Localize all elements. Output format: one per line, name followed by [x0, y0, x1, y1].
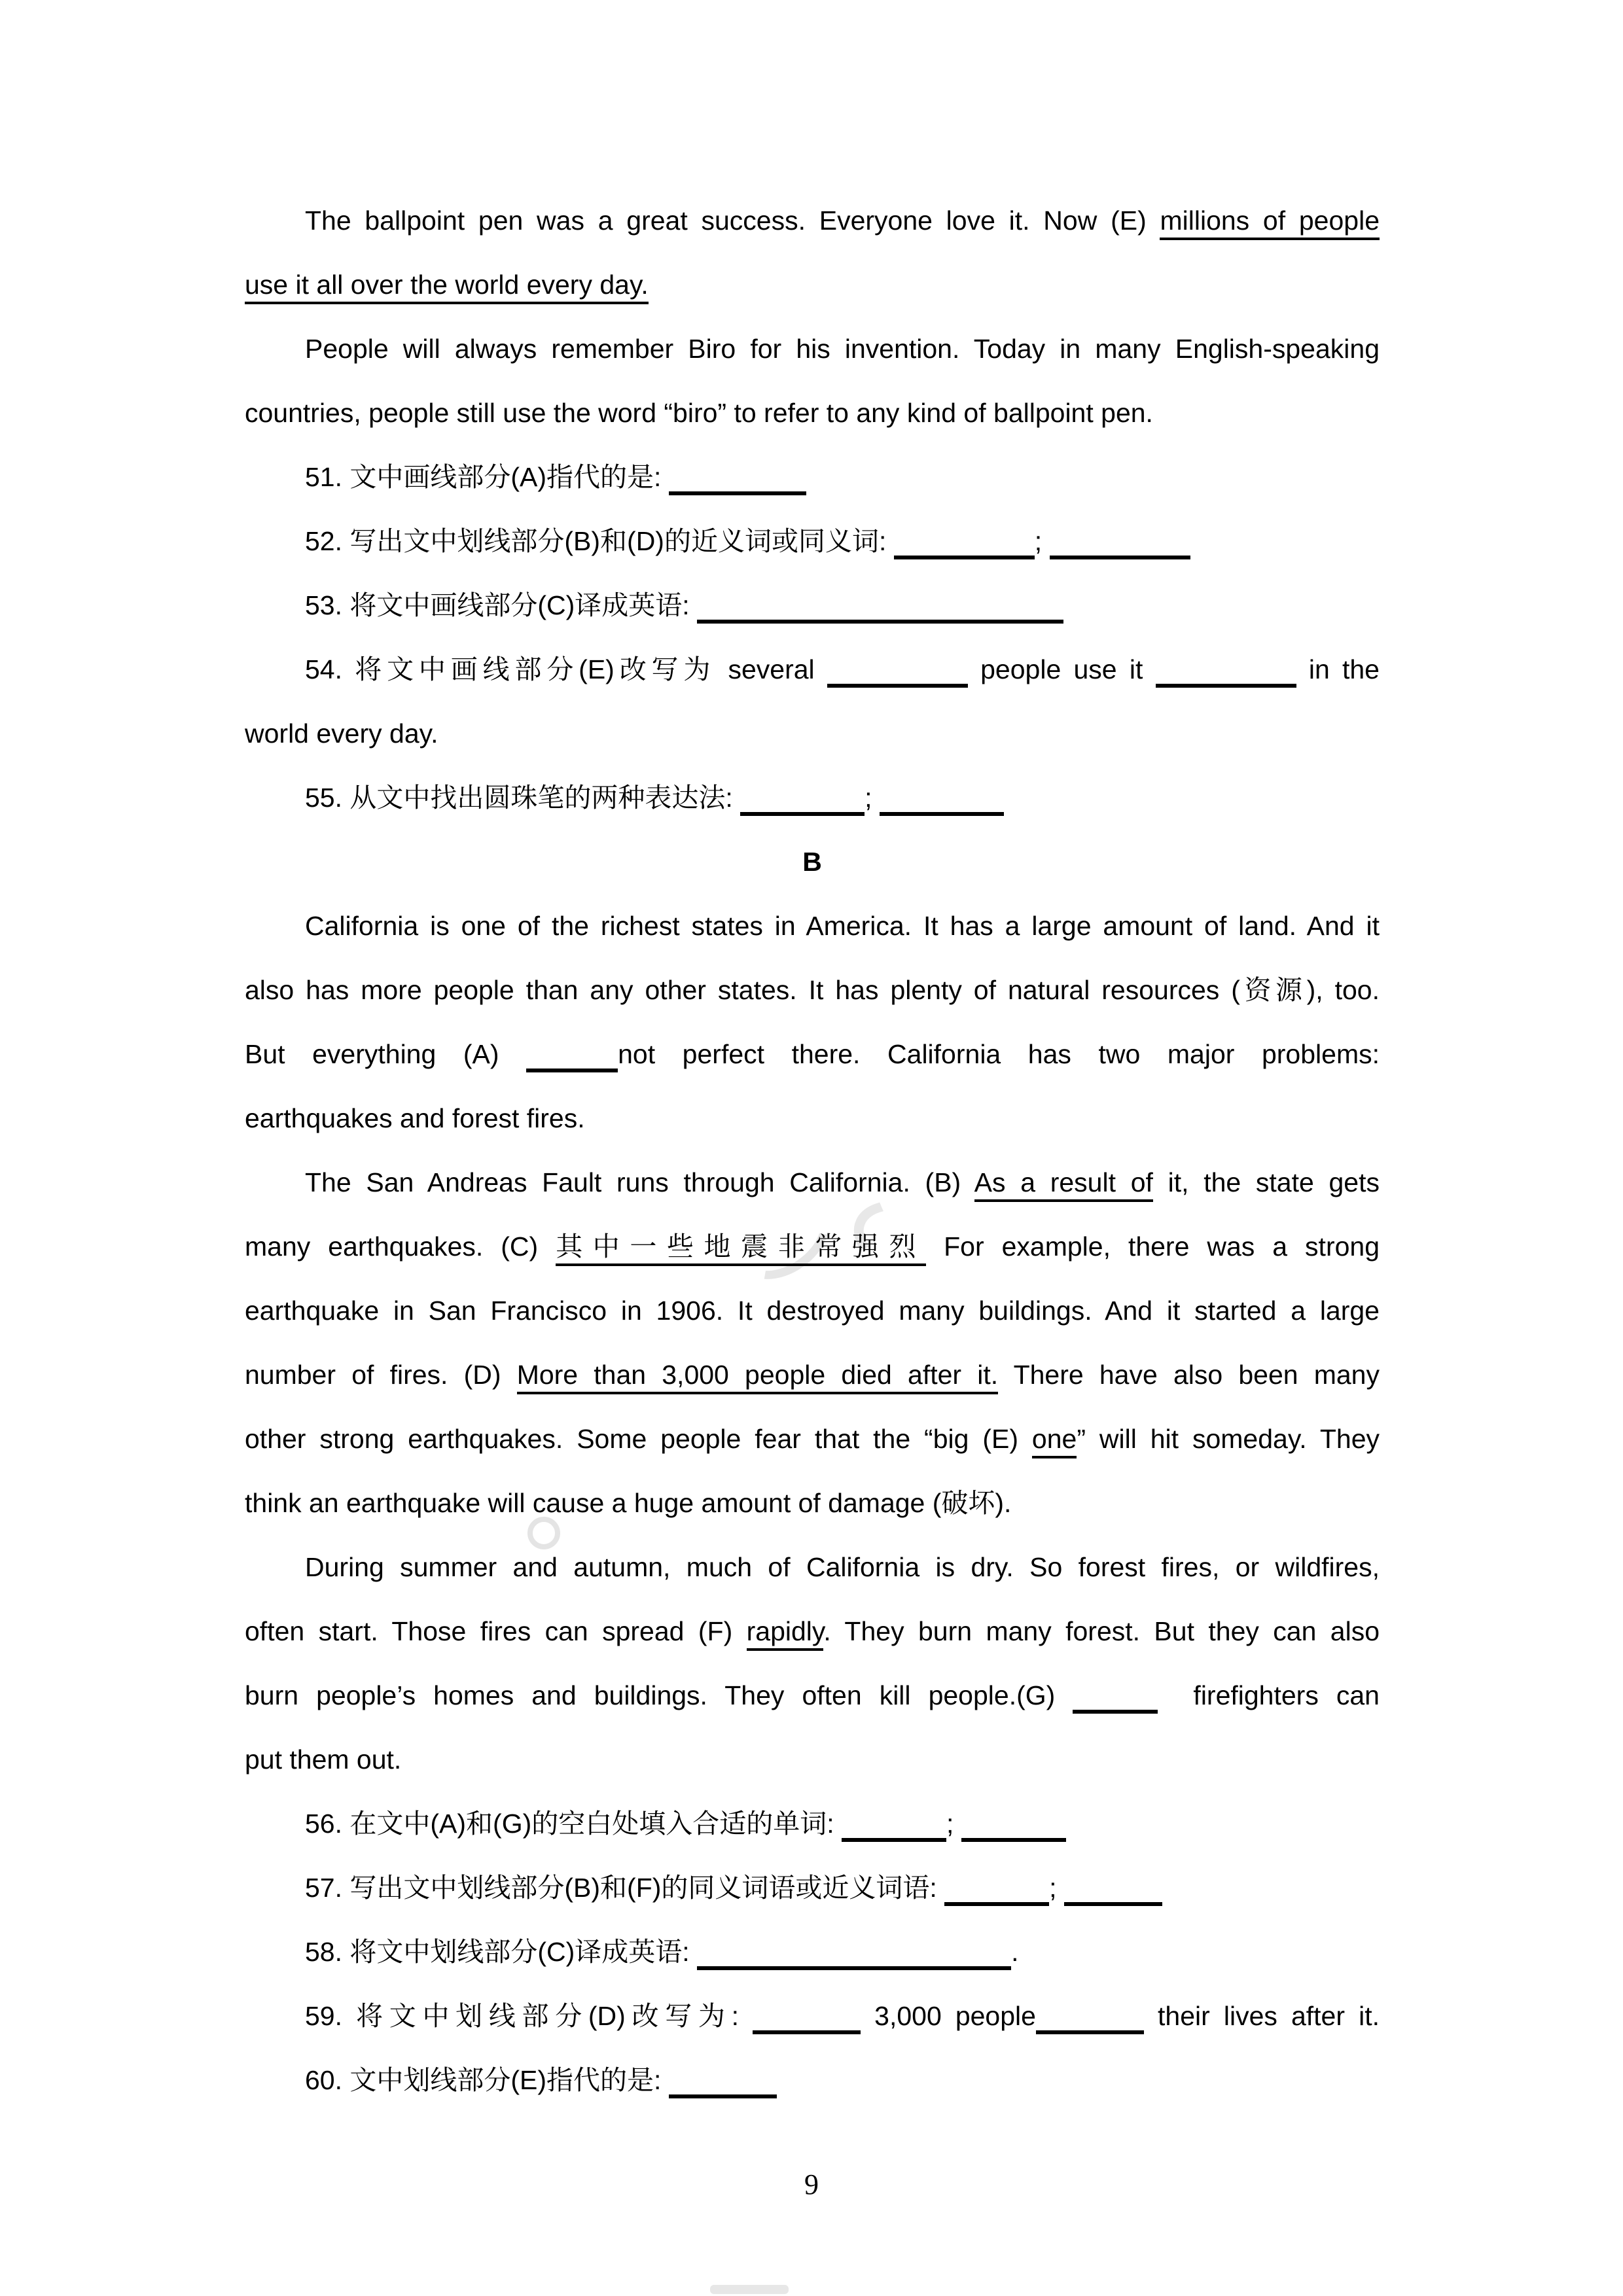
underlined-text: More than 3,000 people died after it. — [517, 1360, 998, 1394]
passage-b-line-13 — [245, 1663, 1380, 1727]
text-run: often start. Those fires can spread (F) — [245, 1616, 747, 1646]
passage-a-line-4 — [245, 381, 1380, 445]
answer-blank — [961, 1816, 1066, 1842]
passage-b-line-9 — [245, 1407, 1380, 1471]
passage-a-line-1 — [245, 188, 1380, 253]
text-run: 60. 文中划线部分(E)指代的是: — [305, 2065, 669, 2095]
answer-blank — [526, 1046, 618, 1072]
text-run: 59. 将文中划线部分(D)改写为: — [305, 2001, 753, 2031]
text-run: in the — [1296, 654, 1380, 684]
passage-b-line-2 — [245, 958, 1380, 1022]
passage-b-line-3 — [245, 1022, 1380, 1086]
text-run: think an earthquake will cause a huge amount of damage (破坏). — [245, 1488, 1012, 1518]
answer-blank — [1073, 1687, 1158, 1714]
text-run: 56. 在文中(A)和(G)的空白处填入合适的单词: — [305, 1809, 842, 1839]
text-run: . — [1011, 1937, 1019, 1967]
document-content — [245, 188, 1380, 2112]
answer-blank — [1036, 2008, 1144, 2034]
answer-blank — [842, 1816, 946, 1842]
text-run: . They burn many forest. But they can also — [823, 1616, 1380, 1646]
question-54-continued — [245, 701, 1380, 766]
question-51 — [245, 445, 1380, 509]
text-run: world every day. — [245, 718, 438, 749]
page-number: 9 — [804, 2168, 819, 2200]
answer-blank — [669, 469, 806, 495]
underlined-text: 其中一些地震非常强烈 — [556, 1231, 926, 1266]
question-52 — [245, 509, 1380, 573]
answer-blank — [1156, 662, 1296, 688]
text-run: B — [802, 847, 822, 877]
text-run: also has more people than any other states. It has plenty of natural resources (资源), too. — [245, 975, 1380, 1005]
underlined-text: As a result of — [974, 1167, 1153, 1202]
question-53 — [245, 573, 1380, 637]
text-run: 53. 将文中画线部分(C)译成英语: — [305, 590, 698, 620]
text-run: many earthquakes. (C) — [245, 1231, 556, 1262]
question-58 — [245, 1920, 1380, 1984]
text-run: ” will hit someday. They — [1077, 1424, 1380, 1454]
answer-blank — [697, 1944, 1011, 1970]
text-run: not perfect there. California has two major problems: — [618, 1039, 1380, 1069]
text-run: ; — [1049, 1873, 1064, 1903]
text-run: earthquakes and forest fires. — [245, 1103, 585, 1133]
text-run: ; — [865, 783, 880, 813]
text-run: earthquake in San Francisco in 1906. It destroyed many buildings. And it started a large — [245, 1296, 1380, 1326]
passage-b-line-14 — [245, 1727, 1380, 1792]
text-run: The ballpoint pen was a great success. Everyone love it. Now (E) — [305, 205, 1160, 236]
answer-blank — [827, 662, 968, 688]
text-run: 55. 从文中找出圆珠笔的两种表达法: — [305, 783, 741, 813]
text-run: people use it — [967, 654, 1156, 684]
text-run: 3,000 people — [861, 2001, 1036, 2031]
passage-b-line-7 — [245, 1279, 1380, 1343]
text-run: 51. 文中画线部分(A)指代的是: — [305, 462, 669, 492]
question-56 — [245, 1792, 1380, 1856]
text-run: 54. 将文中画线部分(E)改写为 several — [305, 654, 827, 684]
passage-b-line-10 — [245, 1471, 1380, 1535]
passage-a-line-2 — [245, 253, 1380, 317]
question-54 — [245, 637, 1380, 701]
text-run: ; — [946, 1809, 961, 1839]
passage-b-line-12 — [245, 1599, 1380, 1663]
text-run: 58. 将文中划线部分(C)译成英语: — [305, 1937, 698, 1967]
answer-blank — [697, 597, 1063, 624]
text-run: ; — [1034, 526, 1050, 556]
text-run: other strong earthquakes. Some people fear that the “big (E) — [245, 1424, 1032, 1454]
answer-blank — [880, 790, 1004, 816]
answer-blank — [753, 2008, 861, 2034]
passage-b-line-6 — [245, 1214, 1380, 1279]
question-59 — [245, 1984, 1380, 2048]
question-57 — [245, 1856, 1380, 1920]
question-60 — [245, 2048, 1380, 2112]
text-run: California is one of the richest states in America. It has a large amount of land. And it — [305, 911, 1380, 941]
text-run: their lives after it. — [1143, 2001, 1380, 2031]
text-run: People will always remember Biro for his invention. Today in many English-speaking — [305, 334, 1380, 364]
section-b-header — [245, 830, 1380, 894]
text-run: During summer and autumn, much of California is dry. So forest fires, or wildfires, — [305, 1552, 1380, 1582]
text-run: There have also been many — [998, 1360, 1380, 1390]
text-run: 57. 写出文中划线部分(B)和(F)的同义词语或近义词语: — [305, 1873, 945, 1903]
passage-a-line-3 — [245, 317, 1380, 381]
answer-blank — [894, 533, 1035, 559]
text-run: But everything (A) — [245, 1039, 527, 1069]
text-run: 52. 写出文中划线部分(B)和(D)的近义词或同义词: — [305, 526, 894, 556]
text-run: number of fires. (D) — [245, 1360, 517, 1390]
text-run: For example, there was a strong — [926, 1231, 1380, 1262]
passage-b-line-5 — [245, 1150, 1380, 1214]
answer-blank — [740, 790, 865, 816]
passage-b-line-11 — [245, 1535, 1380, 1599]
answer-blank — [1050, 533, 1190, 559]
scan-artifact — [710, 2285, 789, 2294]
page-footer — [0, 2153, 1623, 2217]
underlined-text: rapidly — [747, 1616, 824, 1651]
passage-b-line-4 — [245, 1086, 1380, 1150]
underlined-text: use it all over the world every day. — [245, 270, 649, 304]
text-run: put them out. — [245, 1744, 402, 1775]
question-55 — [245, 766, 1380, 830]
answer-blank — [1064, 1880, 1162, 1906]
answer-blank — [669, 2072, 777, 2098]
underlined-text: millions of people — [1160, 205, 1380, 240]
text-run: countries, people still use the word “biro” to refer to any kind of ballpoint pen. — [245, 398, 1153, 428]
passage-b-line-1 — [245, 894, 1380, 958]
text-run: burn people’s homes and buildings. They often kill people.(G) — [245, 1680, 1073, 1710]
text-run: it, the state gets — [1152, 1167, 1380, 1197]
text-run: firefighters can — [1158, 1680, 1380, 1710]
underlined-text: one — [1032, 1424, 1077, 1458]
passage-b-line-8 — [245, 1343, 1380, 1407]
answer-blank — [944, 1880, 1049, 1906]
text-run: The San Andreas Fault runs through California. (B) — [305, 1167, 974, 1197]
